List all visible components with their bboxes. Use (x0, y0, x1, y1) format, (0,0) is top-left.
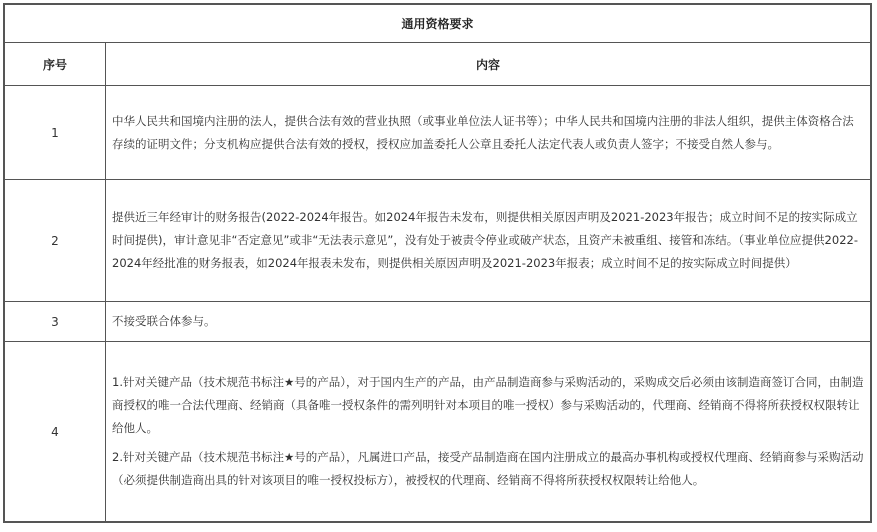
row-paragraph: 中华人民共和国境内注册的法人，提供合法有效的营业执照（或事业单位法人证书等）；中华人民共和国境内注册的非法人组织，提供主体资格合法存续的证明文件；分支机构应提供合法有效的授权，授权应加盖委托人公章且委托人法定代表人或负责人签字；不接受自然人参与。 (112, 113, 854, 151)
table-row (5, 86, 871, 180)
table-row (5, 302, 871, 342)
row-paragraph: 不接受联合体参与。 (112, 314, 216, 328)
row-content (106, 180, 871, 302)
row-number: 3 (5, 302, 106, 342)
row-paragraph: 1.针对关键产品（技术规范书标注★号的产品），对于国内生产的产品，由产品制造商参与采购活动的，采购成交后必须由该制造商签订合同，由制造商授权的唯一合法代理商、经销商（具备唯一授权条件的需列明针对本项目的唯一授权）参与采购活动的，代理商、经销商不得将所获授权权限转让给他人。 (112, 375, 864, 435)
table-row (5, 180, 871, 302)
table-title: 通用资格要求 (5, 5, 871, 43)
row-number: 1 (5, 86, 106, 180)
row-paragraph: 提供近三年经审计的财务报告(2022-2024年报告。如2024年报告未发布，则提供相关原因声明及2021-2023年报告；成立时间不足的按实际成立时间提供)，审计意见非“否定意见”或非“无法表示意见”，没有处于被责令停业或破产状态，且资产未被重组、接管和冻结。（事业单位应提供2022-2024年经批准的财务报表，如2024年报表未发布，则提供相关原因声明及2021-2023年报表；成立时间不足的按实际成立时间提供） (112, 210, 858, 270)
row-number: 2 (5, 180, 106, 302)
row-content (106, 86, 871, 180)
table-row (5, 342, 871, 522)
row-number: 4 (5, 342, 106, 522)
row-content (106, 302, 871, 342)
qualification-table (3, 3, 872, 523)
header-content: 内容 (106, 43, 871, 86)
row-content (106, 342, 871, 522)
header-no: 序号 (5, 43, 106, 86)
row-paragraph: 2.针对关键产品（技术规范书标注★号的产品），凡属进口产品，接受产品制造商在国内注册成立的最高办事机构或授权代理商、经销商参与采购活动（必须提供制造商出具的针对该项目的唯一授权投标方），被授权的代理商、经销商不得将所获授权权限转让给他人。 (112, 450, 864, 487)
